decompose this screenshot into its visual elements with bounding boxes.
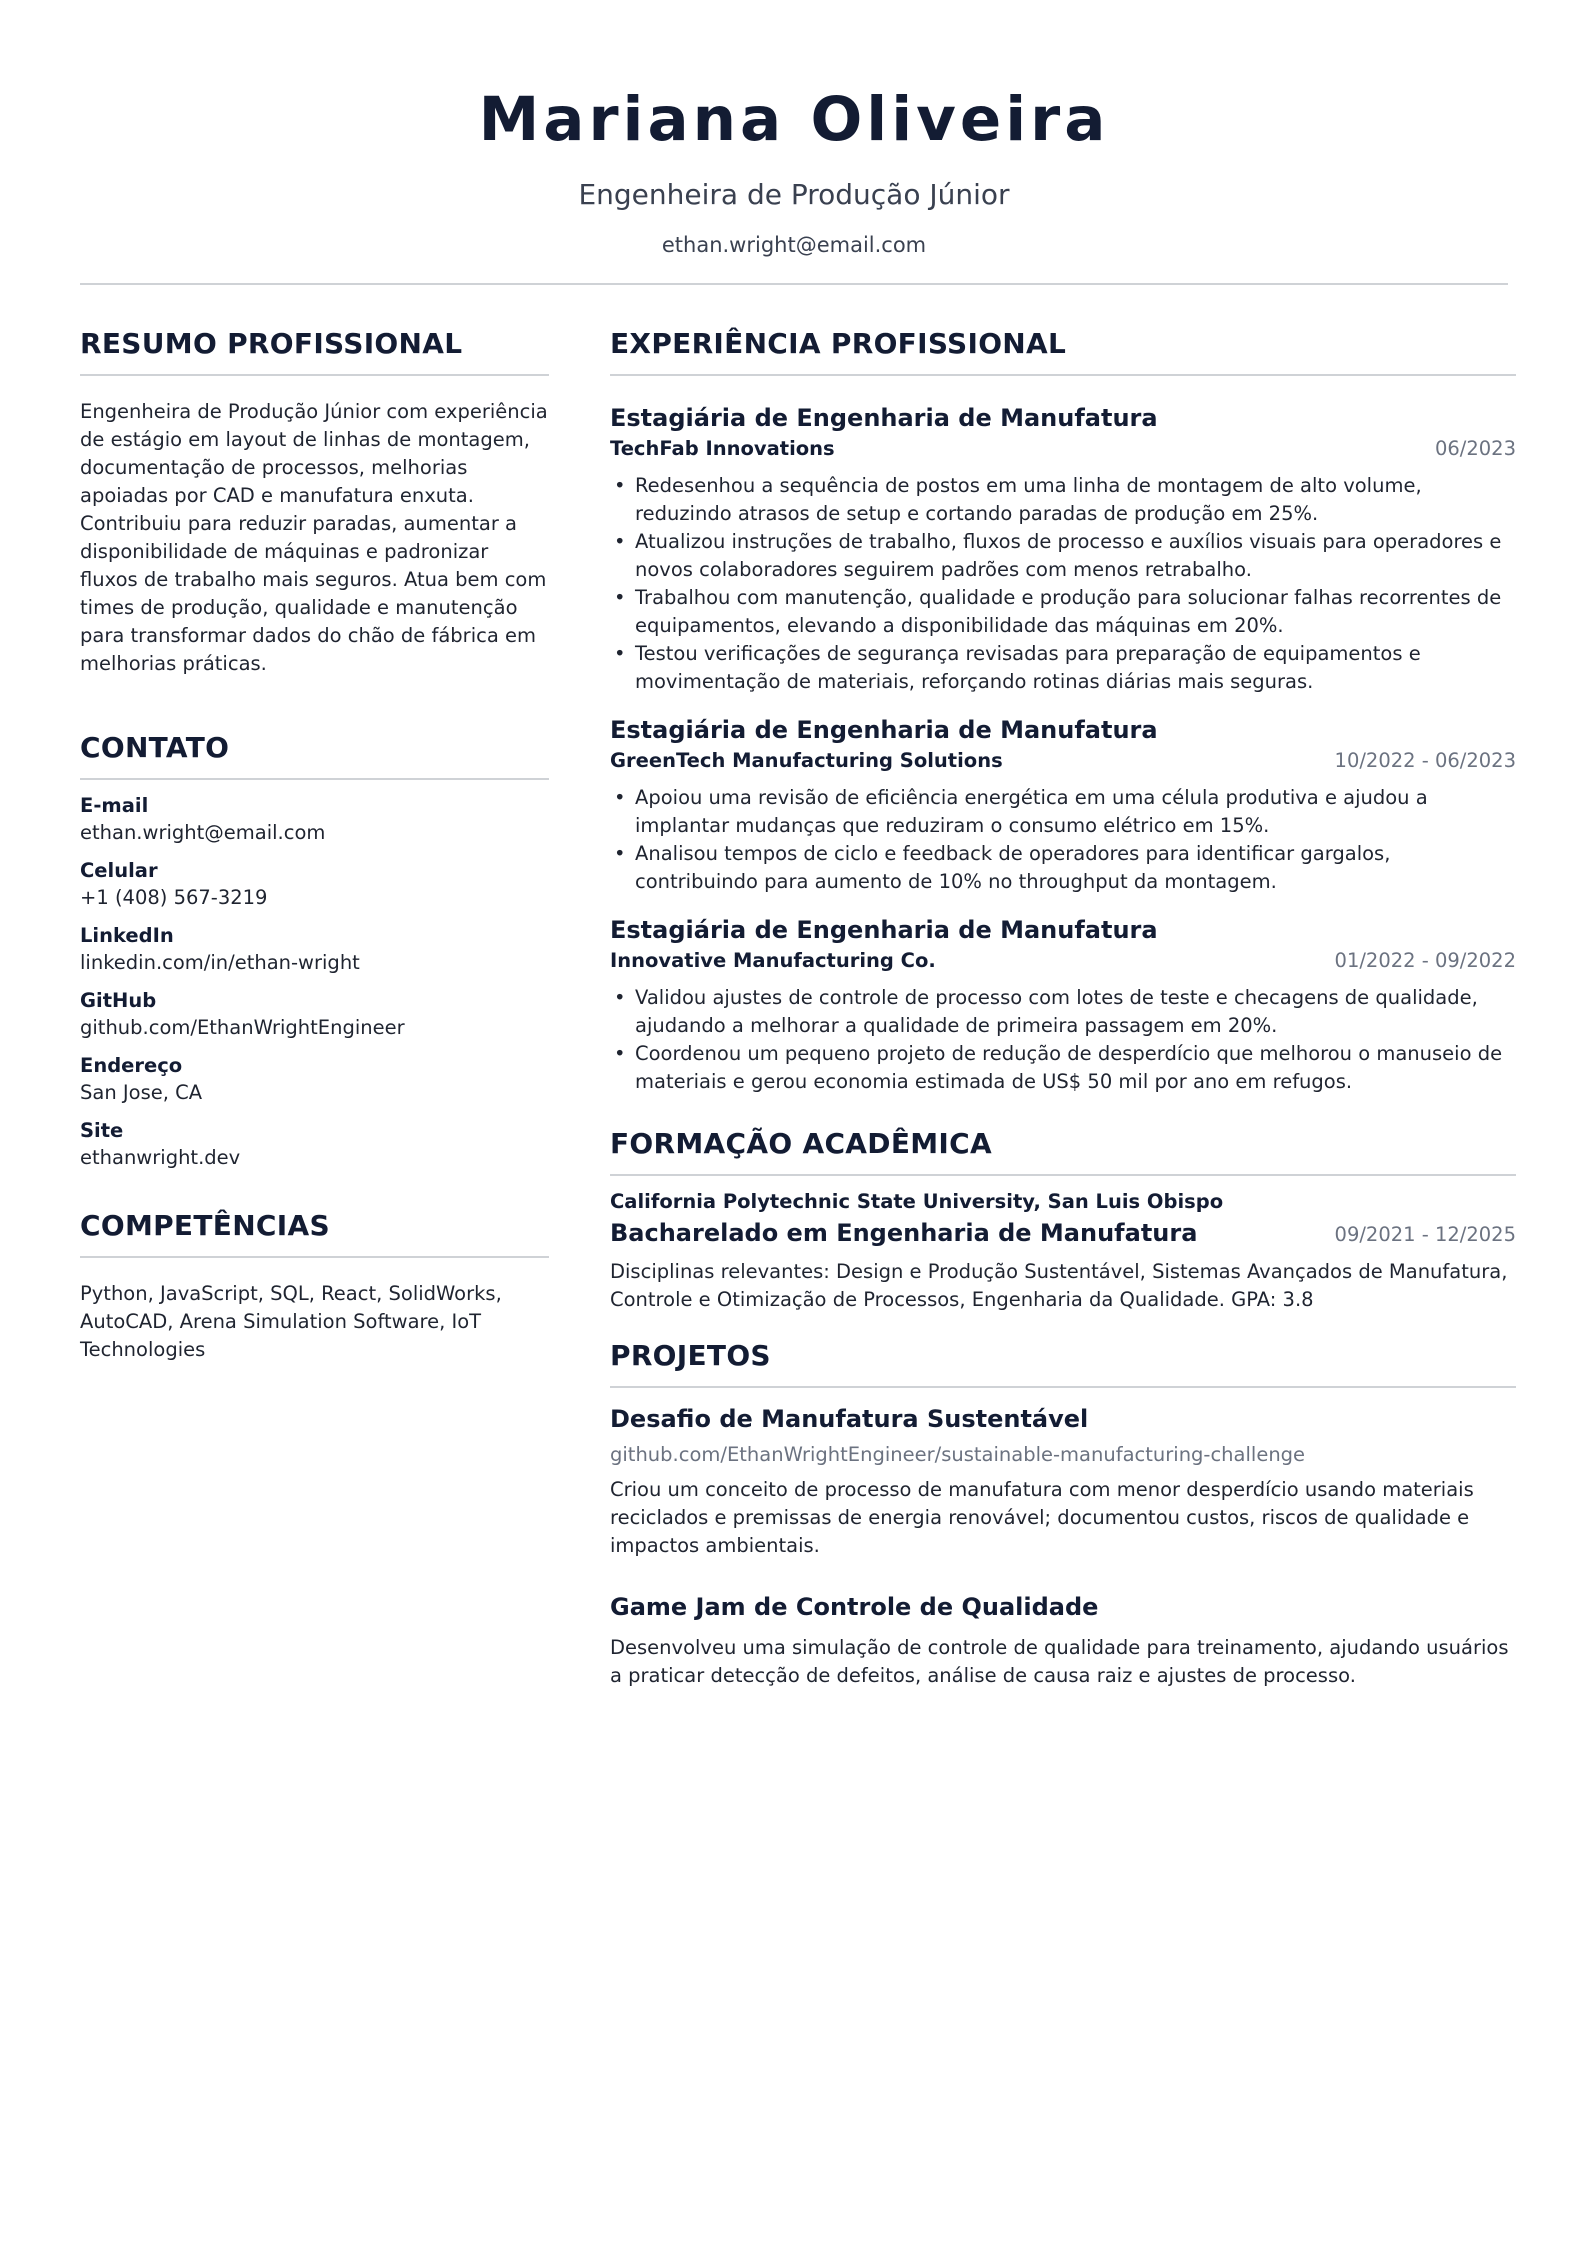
candidate-name: Mariana Oliveira	[478, 84, 1110, 155]
education-school: California Polytechnic State University, San Luis Obispo	[610, 1190, 1224, 1213]
contact-value: ethan.wright@email.com	[80, 821, 326, 844]
contact-phone	[80, 857, 549, 912]
summary-heading: RESUMO PROFISSIONAL	[80, 326, 549, 376]
education-section	[610, 1126, 1516, 1314]
job-bullets	[610, 984, 1516, 1096]
education-description: Disciplinas relevantes: Design e Produção Sustentável, Sistemas Avançados de Manufatura, Controle e Otimização de Processos, Engenharia da Qualidade. GPA: 3.8	[610, 1260, 1508, 1311]
job-meta	[610, 746, 1516, 776]
job-bullets	[610, 784, 1516, 896]
project-link[interactable]: github.com/EthanWrightEngineer/sustainable-manufacturing-challenge	[610, 1443, 1306, 1466]
skills-text: Python, JavaScript, SQL, React, SolidWorks, AutoCAD, Arena Simulation Software, IoT Technologies	[80, 1282, 502, 1361]
project-entry	[610, 1402, 1516, 1560]
education-heading: FORMAÇÃO ACADÊMICA	[610, 1126, 1516, 1176]
contact-value: +1 (408) 567-3219	[80, 886, 268, 909]
job-bullet: • Analisou tempos de ciclo e feedback de operadores para identificar gargalos, contribuindo para aumento de 10% no throughput da montagem.	[610, 840, 1516, 896]
job-entry	[610, 914, 1516, 1096]
contact-value: linkedin.com/in/ethan-wright	[80, 951, 360, 974]
resume-header	[0, 0, 1588, 258]
header-email: ethan.wright@email.com	[661, 233, 927, 257]
project-description: Criou um conceito de processo de manufatura com menor desperdício usando materiais reciclados e premissas de energia renovável; documentou custos, riscos de qualidade e impactos ambientais.	[610, 1478, 1474, 1557]
job-entry	[610, 714, 1516, 896]
contact-value: github.com/EthanWrightEngineer	[80, 1016, 405, 1039]
skills-heading: COMPETÊNCIAS	[80, 1208, 549, 1258]
contact-site	[80, 1117, 549, 1172]
project-entry	[610, 1590, 1516, 1690]
job-bullet: • Validou ajustes de controle de processo com lotes de teste e checagens de qualidade, ajudando a melhorar a qualidade de primeira passagem em 20%.	[610, 984, 1516, 1040]
summary-section	[80, 326, 549, 678]
job-title: Estagiária de Engenharia de Manufatura	[610, 916, 1158, 944]
contact-email	[80, 792, 549, 847]
job-bullet: • Atualizou instruções de trabalho, fluxos de processo e auxílios visuais para operadores e novos colaboradores seguirem padrões com menos retrabalho.	[610, 528, 1516, 584]
contact-section	[80, 730, 549, 1172]
project-title: Game Jam de Controle de Qualidade	[610, 1593, 1099, 1621]
contact-label: Celular	[80, 859, 158, 882]
experience-heading: EXPERIÊNCIA PROFISSIONAL	[610, 326, 1516, 376]
job-company: Innovative Manufacturing Co.	[610, 949, 936, 972]
job-title: Estagiária de Engenharia de Manufatura	[610, 404, 1158, 432]
job-meta	[610, 434, 1516, 464]
job-bullets	[610, 472, 1516, 696]
job-date: 06/2023	[1434, 437, 1516, 460]
contact-list	[80, 792, 549, 1172]
contact-label: GitHub	[80, 989, 157, 1012]
education-degree: Bacharelado em Engenharia de Manufatura	[610, 1219, 1198, 1247]
right-column	[610, 326, 1516, 1690]
job-bullet: • Redesenhou a sequência de postos em uma linha de montagem de alto volume, reduzindo atrasos de setup e cortando paradas de produção em 25%.	[610, 472, 1516, 528]
contact-linkedin	[80, 922, 549, 977]
contact-value: ethanwright.dev	[80, 1146, 241, 1169]
contact-github	[80, 987, 549, 1042]
project-description: Desenvolveu uma simulação de controle de qualidade para treinamento, ajudando usuários a praticar detecção de defeitos, análise de causa raiz e ajustes de processo.	[610, 1636, 1509, 1687]
projects-heading: PROJETOS	[610, 1338, 1516, 1388]
job-bullet: • Testou verificações de segurança revisadas para preparação de equipamentos e movimentação de materiais, reforçando rotinas diárias mais seguras.	[610, 640, 1516, 696]
education-meta	[610, 1216, 1516, 1250]
job-date: 01/2022 - 09/2022	[1334, 949, 1516, 972]
job-bullet: • Coordenou um pequeno projeto de redução de desperdício que melhorou o manuseio de materiais e gerou economia estimada de US$ 50 mil por ano em refugos.	[610, 1040, 1516, 1096]
contact-label: Endereço	[80, 1054, 183, 1077]
header-divider	[80, 283, 1508, 285]
contact-label: E-mail	[80, 794, 149, 817]
education-date: 09/2021 - 12/2025	[1334, 1223, 1516, 1246]
projects-section	[610, 1338, 1516, 1690]
job-bullet: • Apoiou uma revisão de eficiência energética em uma célula produtiva e ajudou a implantar mudanças que reduziram o consumo elétrico em 15%.	[610, 784, 1516, 840]
job-company: GreenTech Manufacturing Solutions	[610, 749, 1003, 772]
job-entry	[610, 402, 1516, 696]
job-meta	[610, 946, 1516, 976]
left-column	[80, 326, 549, 1364]
contact-value: San Jose, CA	[80, 1081, 203, 1104]
summary-text: Engenheira de Produção Júnior com experiência de estágio em layout de linhas de montagem, documentação de processos, melhorias apoiadas por CAD e manufatura enxuta. Contribuiu para reduzir paradas, aumentar a disponibilidade de máquinas e padronizar fluxos de trabalho mais seguros. Atua bem com times de produção, qualidade e manutenção para transformar dados do chão de fábrica em melhorias práticas.	[80, 400, 548, 675]
job-company: TechFab Innovations	[610, 437, 835, 460]
job-bullet: • Trabalhou com manutenção, qualidade e produção para solucionar falhas recorrentes de equipamentos, elevando a disponibilidade das máquinas em 20%.	[610, 584, 1516, 640]
job-date: 10/2022 - 06/2023	[1334, 749, 1516, 772]
contact-label: LinkedIn	[80, 924, 174, 947]
contact-address	[80, 1052, 549, 1107]
skills-section	[80, 1208, 549, 1364]
project-title: Desafio de Manufatura Sustentável	[610, 1405, 1089, 1433]
candidate-title: Engenheira de Produção Júnior	[578, 178, 1010, 211]
job-title: Estagiária de Engenharia de Manufatura	[610, 716, 1158, 744]
experience-section	[610, 326, 1516, 1096]
contact-label: Site	[80, 1119, 124, 1142]
contact-heading: CONTATO	[80, 730, 549, 780]
